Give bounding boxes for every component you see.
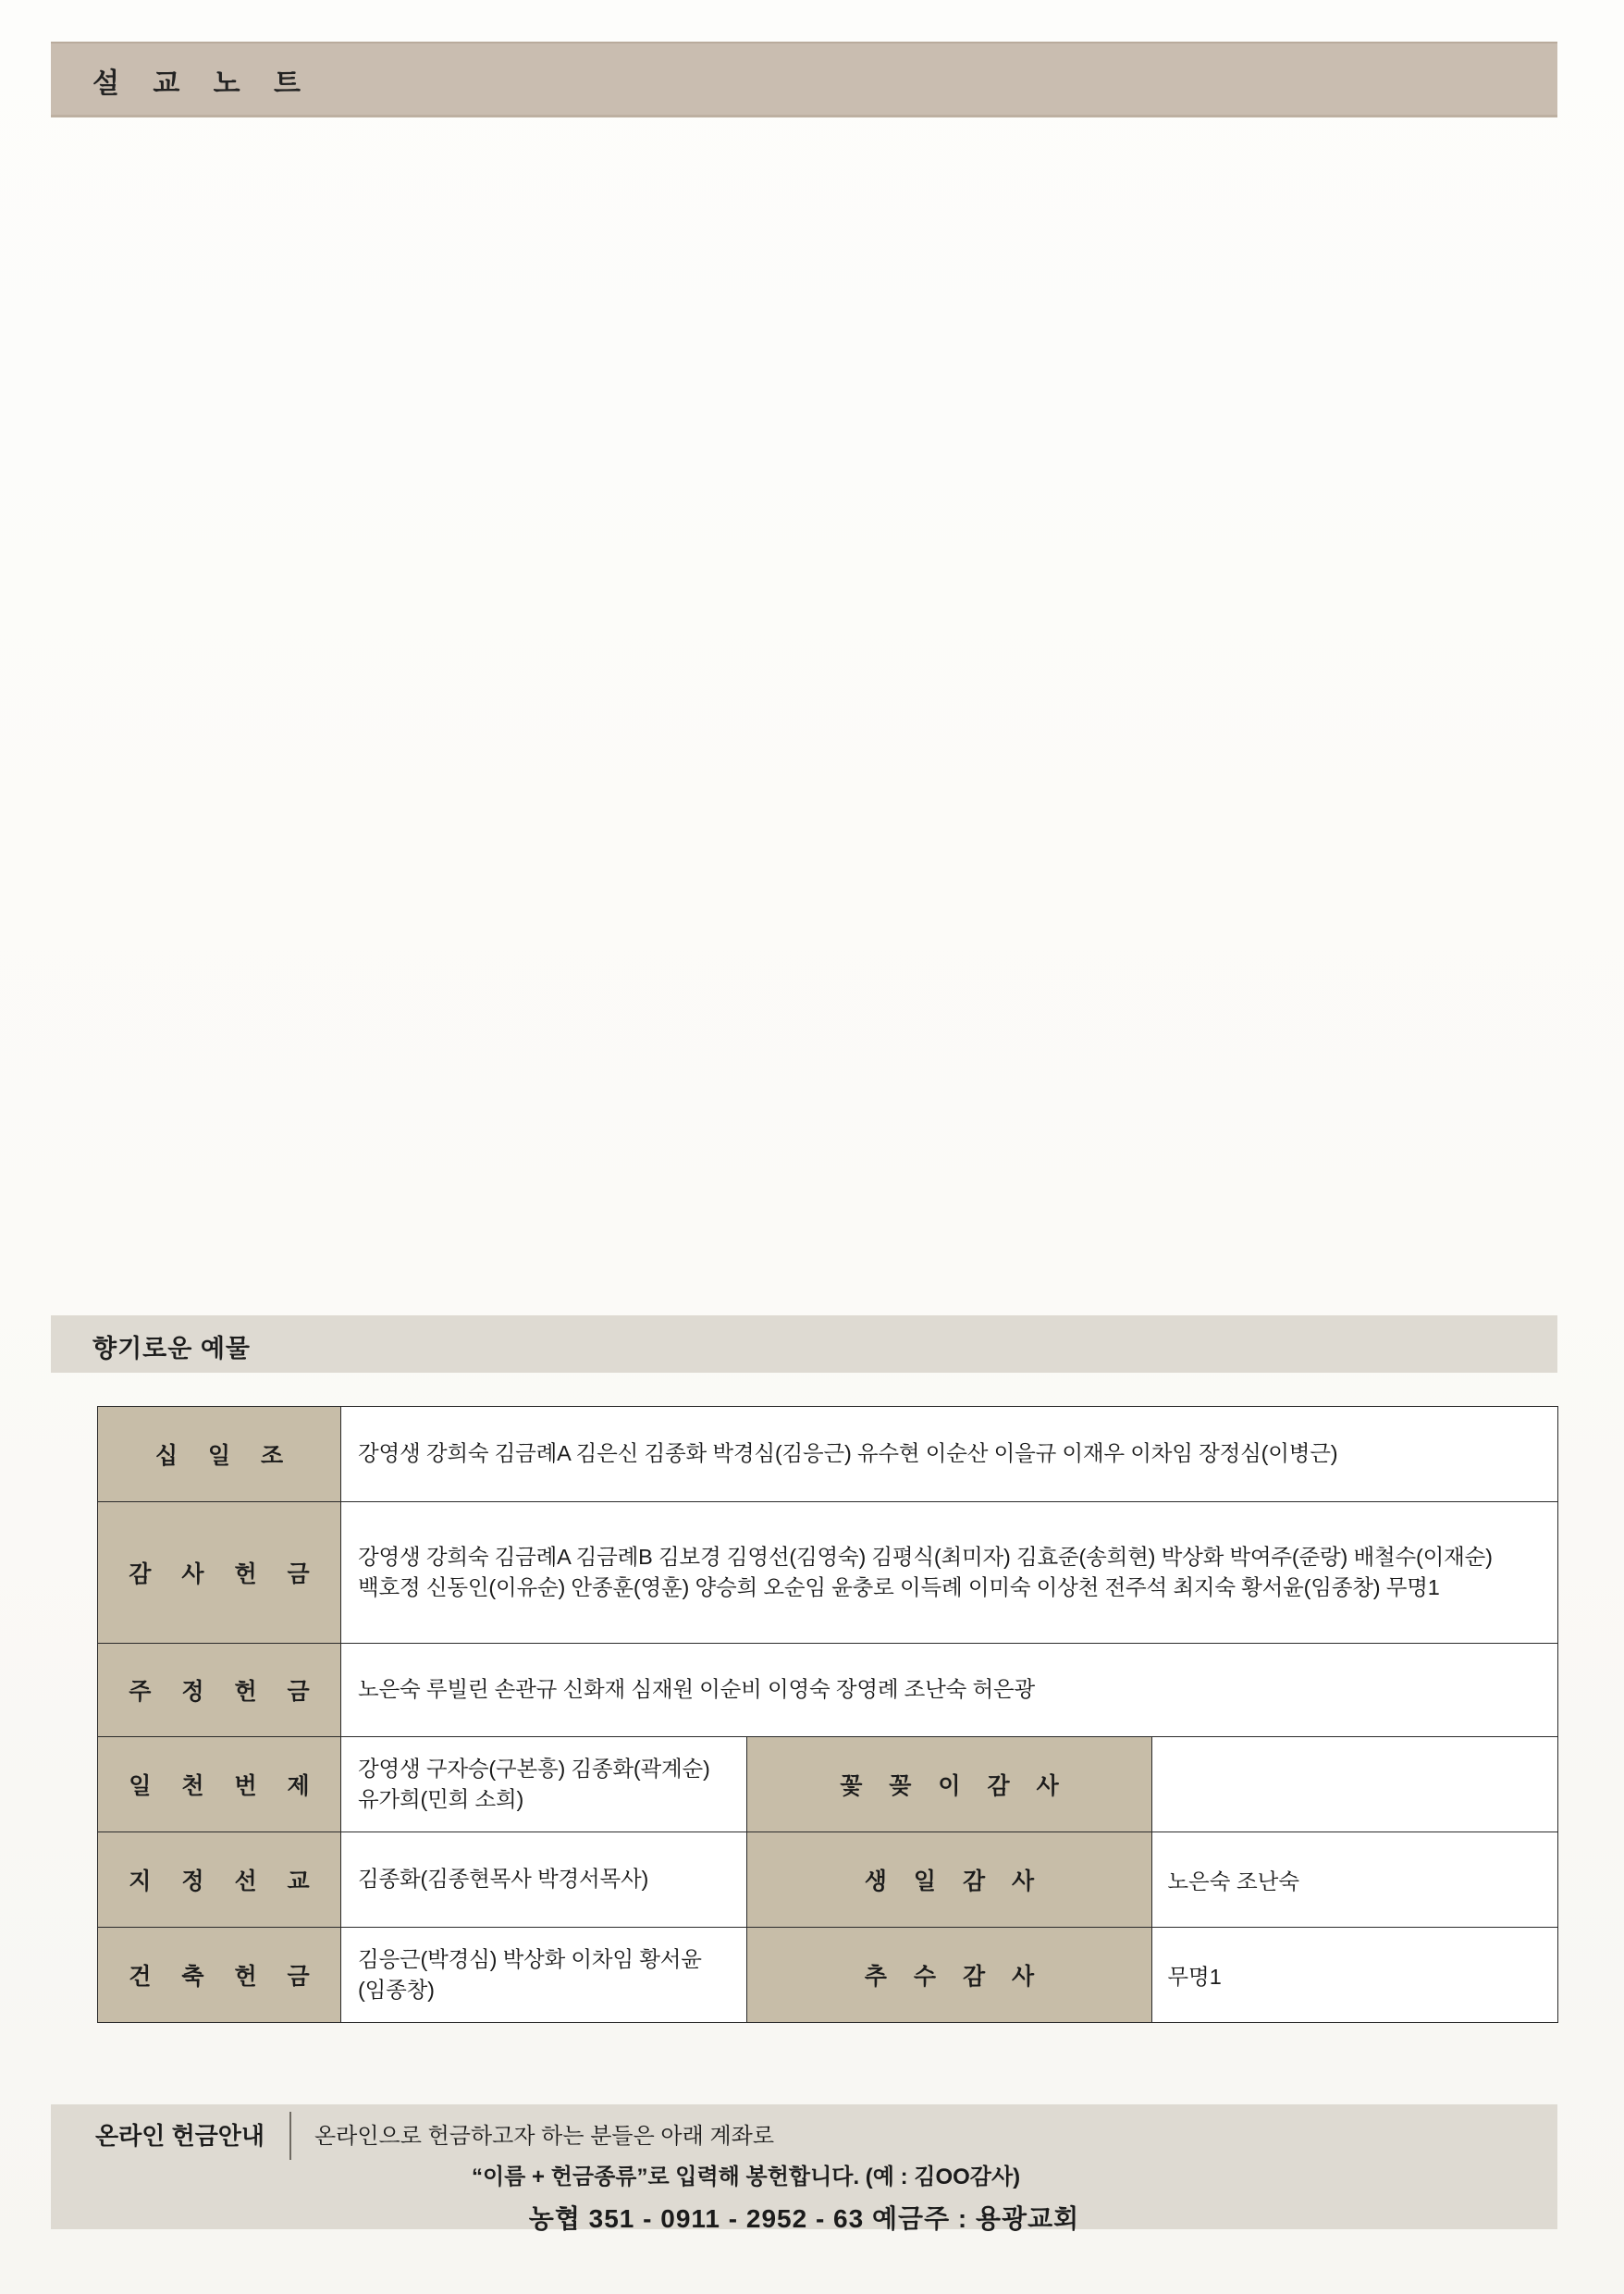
page-title: 설 교 노 트 xyxy=(92,68,314,99)
sermon-note-writing-area xyxy=(51,120,1557,1314)
table-row xyxy=(98,1832,1558,1928)
offering-section-title: 향기로운 예물 xyxy=(92,1335,251,1363)
row-names-weekly: 노은숙 루빌린 손관규 신화재 심재원 이순비 이영숙 장영례 조난숙 허은광 xyxy=(341,1644,1558,1737)
row-names-thanksgiving: 강영생 강희숙 김금례A 김금례B 김보경 김영선(김영숙) 김평식(최미자) 김효준(송희현) 박상화 박여주(준랑) 배철수(이재순) 백호정 신동인(이유순) 안종훈(영훈) 양승희 오순임 윤충로 이득례 이미숙 이상천 전주석 최지숙 황서윤(임종창) 무명1 xyxy=(341,1502,1558,1644)
table-row xyxy=(98,1644,1558,1737)
row-sublabel-flower: 꽃 꽂 이 감 사 xyxy=(746,1737,1152,1832)
sermon-note-header xyxy=(51,42,1557,117)
online-offering-footer xyxy=(51,2104,1557,2233)
table-row xyxy=(98,1407,1558,1502)
table-row xyxy=(98,1502,1558,1644)
row-label-tithe: 십 일 조 xyxy=(98,1407,341,1502)
online-offering-line1: 온라인으로 헌금하고자 하는 분들은 아래 계좌로 xyxy=(314,2124,775,2149)
footer-divider xyxy=(289,2112,291,2160)
offering-section-header xyxy=(51,1315,1557,1373)
table-row xyxy=(98,1928,1558,2023)
row-label-mission: 지 정 선 교 xyxy=(98,1832,341,1928)
row-label-weekly: 주 정 헌 금 xyxy=(98,1644,341,1737)
offering-table xyxy=(97,1406,1558,2023)
online-offering-title: 온라인 헌금안내 xyxy=(95,2122,265,2150)
table-row xyxy=(98,1737,1558,1832)
row-label-building: 건 축 헌 금 xyxy=(98,1928,341,2023)
row-sublabel-harvest: 추 수 감 사 xyxy=(746,1928,1152,2023)
row-names-thousand: 강영생 구자승(구본흥) 김종화(곽계순) 유가희(민희 소희) xyxy=(341,1737,747,1832)
row-subnames-birthday: 노은숙 조난숙 xyxy=(1152,1832,1558,1928)
online-offering-account: 농협 351 - 0911 - 2952 - 63 예금주 : 용광교회 xyxy=(528,2204,1080,2233)
row-label-thousand: 일 천 번 제 xyxy=(98,1737,341,1832)
row-subnames-flower xyxy=(1152,1737,1558,1832)
online-offering-line2: “이름 + 헌금종류”로 입력해 봉헌합니다. (예 : 김OO감사) xyxy=(472,2164,1021,2189)
row-names-building: 김응근(박경심) 박상화 이차임 황서윤(임종창) xyxy=(341,1928,747,2023)
row-names-tithe: 강영생 강희숙 김금례A 김은신 김종화 박경심(김응근) 유수현 이순산 이을규 이재우 이차임 장정심(이병근) xyxy=(341,1407,1558,1502)
row-sublabel-birthday: 생 일 감 사 xyxy=(746,1832,1152,1928)
row-subnames-harvest: 무명1 xyxy=(1152,1928,1558,2023)
header-rule xyxy=(51,115,1557,117)
row-label-thanksgiving: 감 사 헌 금 xyxy=(98,1502,341,1644)
row-names-mission: 김종화(김종현목사 박경서목사) xyxy=(341,1832,747,1928)
